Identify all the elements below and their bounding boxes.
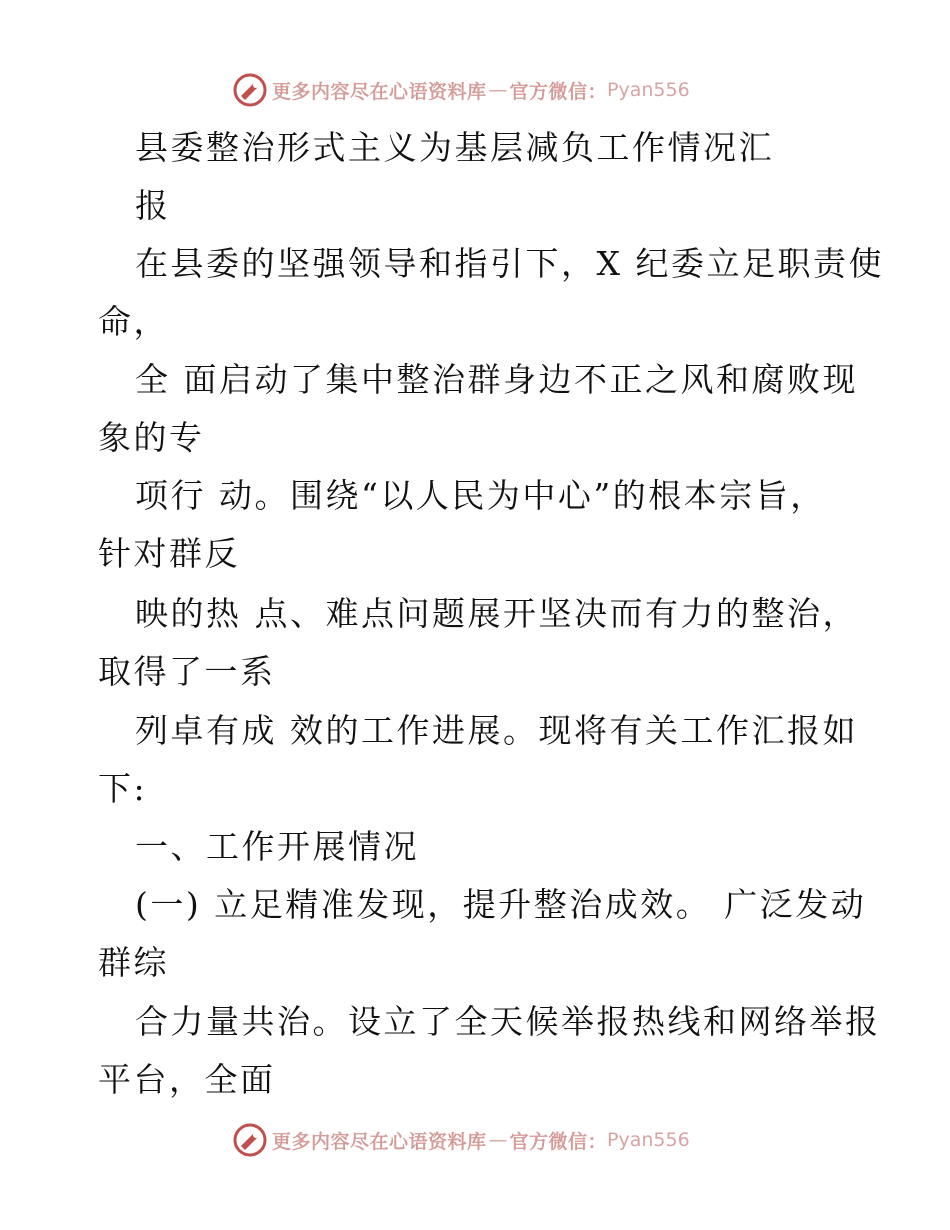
header-banner-text: 更多内容尽在心语资料库: [272, 80, 487, 103]
paragraph-line: 项行 动。围绕“以人民为中心”的根本宗旨，: [135, 476, 826, 515]
paragraph-line: 平台，全面: [98, 1060, 276, 1099]
paragraph-line: 合力量共治。设立了全天候举报热线和网络举报: [135, 1002, 881, 1041]
paragraph-line: 在县委的坚强领导和指引下，X 纪委立足职责使: [135, 244, 884, 283]
header-wechat-id: Pyan556: [607, 79, 690, 101]
subsection-line: (一) 立足精准发现，提升整治成效。 广泛发动: [135, 885, 867, 924]
paragraph-line: 下:: [98, 769, 148, 808]
footer-separator: —: [488, 1129, 508, 1151]
pen-seal-icon: [232, 1122, 268, 1158]
header-banner: [232, 70, 690, 110]
paragraph-line: 映的热 点、难点问题展开坚决而有力的整治，: [135, 594, 858, 633]
paragraph-line: 命，: [98, 302, 169, 341]
footer-wechat-id: Pyan556: [607, 1129, 690, 1151]
header-separator: —: [488, 79, 508, 101]
paragraph-line: 象的专: [98, 418, 205, 457]
paragraph-line: 取得了一系: [98, 652, 276, 691]
paragraph-line: 列卓有成 效的工作进展。现将有关工作汇报如: [135, 711, 858, 750]
section-heading: 一、工作开展情况: [135, 827, 419, 866]
paragraph-line: 全 面启动了集中整治群身边不正之风和腐败现: [135, 360, 858, 399]
footer-wechat-label: 官方微信：: [509, 1130, 608, 1153]
header-wechat-label: 官方微信：: [509, 80, 608, 103]
footer-banner-text: 更多内容尽在心语资料库: [272, 1130, 487, 1153]
footer-banner: [232, 1120, 690, 1160]
doc-title-line-2: 报: [135, 186, 171, 225]
doc-title-line-1: 县委整治形式主义为基层减负工作情况汇: [135, 128, 774, 167]
paragraph-line: 针对群反: [98, 534, 240, 573]
pen-seal-icon: [232, 72, 268, 108]
paragraph-line: 群综: [98, 943, 169, 982]
